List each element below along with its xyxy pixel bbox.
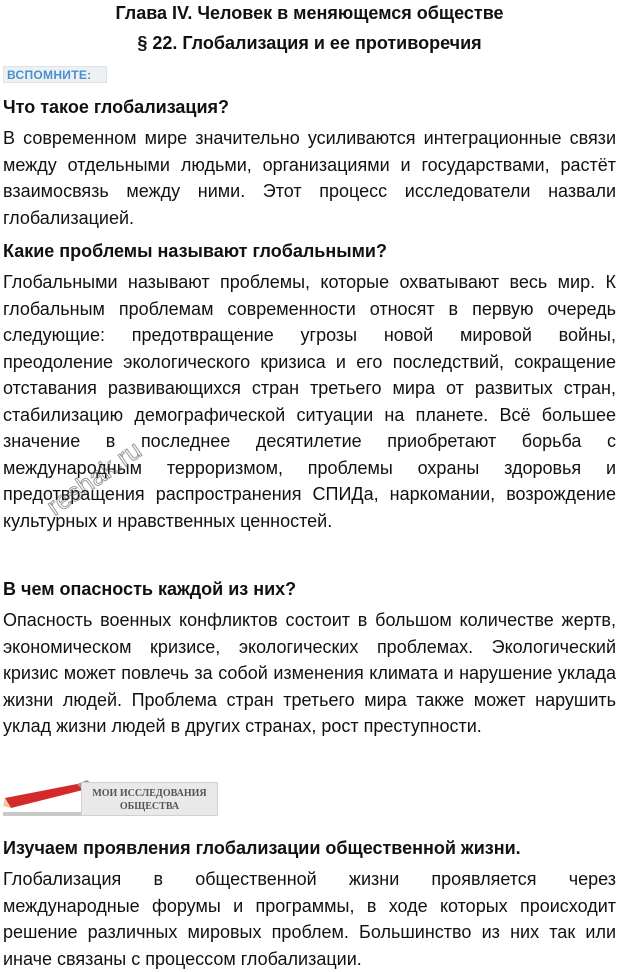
answer-2: Глобальными называют проблемы, которые охватывают весь мир. К глобальным проблемам современности относят в первую очередь следующие: предотвращение угрозы новой мировой войны, преодоление экологического кризиса и его последствий, сокращение отставания развивающихся стран третьего мира от развитых стран, стабилизацию демографической ситуации на планете. Всё большее значение в последнее десятилетие приобретают борьба с международным терроризмом, проблемы охраны здоровья и предотвращения распространения СПИДа, наркомании, возрождение культурных и нравственных ценностей. bbox=[3, 272, 616, 531]
task-text: Глобализация в общественной жизни проявляется через международные форумы и программы, в ходе которых происходит решение различных мировых проблем. Большинство из них так или иначе связаны с процессом глобализации. bbox=[3, 869, 616, 969]
chapter-title: Глава IV. Человек в меняющемся обществе bbox=[115, 3, 504, 23]
research-badge bbox=[3, 776, 218, 824]
research-label-line1: МОИ ИССЛЕДОВАНИЯ bbox=[92, 788, 207, 799]
answer-3: Опасность военных конфликтов состоит в большом количестве жертв, экономическом кризисе, экологических проблемах. Экологический кризис может повлечь за собой изменения климата и нарушение уклада жизни людей. Проблема стран третьего мира также может нарушить уклад жизни людей в других странах, рост преступности. bbox=[3, 610, 616, 736]
question-1: Что такое глобализация? bbox=[3, 97, 230, 117]
research-label-line2: ОБЩЕСТВА bbox=[119, 801, 180, 812]
remember-badge: ВСПОМНИТЕ: bbox=[3, 66, 107, 83]
question-3: В чем опасность каждой из них? bbox=[3, 579, 297, 599]
question-2: Какие проблемы называют глобальными? bbox=[3, 241, 387, 261]
section-title: § 22. Глобализация и ее противоречия bbox=[137, 33, 482, 53]
research-label bbox=[81, 782, 218, 816]
task-title: Изучаем проявления глобализации общественной жизни. bbox=[3, 838, 521, 858]
answer-1: В современном мире значительно усиливаются интеграционные связи между отдельными людьми, организациями и государствами, растёт взаимосвязь между ними. Этот процесс исследователи назвали глобализацией. bbox=[3, 128, 616, 228]
watermark-text: reshak.ru bbox=[40, 434, 147, 522]
